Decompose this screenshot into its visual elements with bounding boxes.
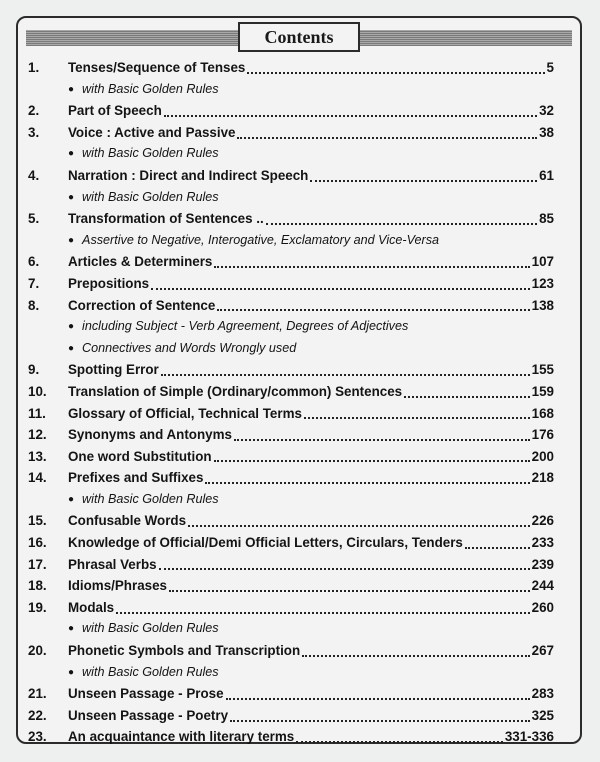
entry-number: 5. bbox=[28, 211, 40, 227]
entry-number: 17. bbox=[28, 556, 47, 572]
entry-title: Phonetic Symbols and Transcription bbox=[68, 643, 301, 659]
entry-number: 21. bbox=[28, 686, 47, 702]
dot-leader bbox=[214, 260, 529, 268]
entry-title: Prefixes and Suffixes bbox=[68, 470, 204, 486]
dot-leader bbox=[247, 66, 544, 74]
page-number: 239 bbox=[531, 556, 554, 572]
dot-leader bbox=[217, 303, 529, 311]
toc-entry bbox=[28, 726, 554, 748]
entry-number: 9. bbox=[28, 362, 40, 378]
subnote-text: with Basic Golden Rules bbox=[82, 146, 219, 161]
dot-leader bbox=[234, 433, 530, 441]
entry-title: Phrasal Verbs bbox=[68, 556, 157, 572]
entry-number: 3. bbox=[28, 124, 40, 140]
entry-number: 8. bbox=[28, 297, 40, 313]
toc-entry bbox=[28, 165, 554, 187]
bullet-icon: ● bbox=[68, 666, 75, 678]
entry-title: Synonyms and Antonyms bbox=[68, 427, 232, 443]
page-number: 138 bbox=[531, 297, 554, 313]
page-number: 226 bbox=[531, 513, 554, 529]
page-number: 32 bbox=[539, 103, 554, 119]
subnote-text: with Basic Golden Rules bbox=[82, 664, 219, 679]
bullet-icon: ● bbox=[68, 342, 75, 354]
page-number: 38 bbox=[539, 124, 554, 140]
toc-entry bbox=[28, 597, 554, 619]
page-number: 155 bbox=[531, 362, 554, 378]
toc-subnote bbox=[28, 338, 554, 360]
entry-number: 22. bbox=[28, 707, 47, 723]
entry-title: Knowledge of Official/Demi Official Letters, Circulars, Tenders bbox=[68, 535, 463, 551]
entry-title: Translation of Simple (Ordinary/common) Sentences bbox=[68, 383, 403, 399]
bullet-icon: ● bbox=[68, 623, 75, 635]
toc-entry bbox=[28, 122, 554, 144]
entry-number: 1. bbox=[28, 60, 40, 75]
bullet-icon: ● bbox=[68, 191, 75, 203]
entry-number: 6. bbox=[28, 254, 40, 270]
toc-subnote bbox=[28, 79, 554, 101]
bullet-icon: ● bbox=[68, 321, 75, 333]
toc-entry bbox=[28, 208, 554, 230]
subnote-text: with Basic Golden Rules bbox=[82, 81, 219, 96]
dot-leader bbox=[465, 541, 530, 549]
entry-title: An acquaintance with literary terms bbox=[68, 729, 295, 745]
dot-leader bbox=[304, 411, 530, 419]
dot-leader bbox=[116, 606, 530, 614]
toc-entry bbox=[28, 381, 554, 403]
dot-leader bbox=[310, 174, 537, 182]
page-number: 233 bbox=[531, 535, 554, 551]
entry-title: Correction of Sentence bbox=[68, 297, 216, 313]
dot-leader bbox=[296, 735, 503, 743]
entry-number: 7. bbox=[28, 275, 40, 291]
page-number: 85 bbox=[539, 211, 554, 227]
subnote-text: with Basic Golden Rules bbox=[82, 189, 219, 204]
page-number: 168 bbox=[531, 405, 554, 421]
bullet-icon: ● bbox=[68, 83, 75, 95]
toc-entry bbox=[28, 251, 554, 273]
page-number: 61 bbox=[539, 167, 554, 183]
subnote-text: Assertive to Negative, Interogative, Exclamatory and Vice-Versa bbox=[82, 232, 440, 247]
entry-number: 18. bbox=[28, 578, 47, 594]
entry-title: Voice : Active and Passive bbox=[68, 124, 236, 140]
entry-title: Tenses/Sequence of Tenses bbox=[68, 60, 246, 75]
entry-title: Articles & Determiners bbox=[68, 254, 213, 270]
entry-title: Narration : Direct and Indirect Speech bbox=[68, 167, 309, 183]
toc-entry bbox=[28, 467, 554, 489]
toc-entry bbox=[28, 446, 554, 468]
dot-leader bbox=[205, 476, 529, 484]
page-number: 244 bbox=[531, 578, 554, 594]
entry-title: Transformation of Sentences .. bbox=[68, 211, 264, 227]
toc-subnote bbox=[28, 489, 554, 511]
page-number: 5 bbox=[546, 60, 554, 75]
toc-subnote bbox=[28, 187, 554, 209]
table-of-contents bbox=[28, 57, 554, 748]
dot-leader bbox=[230, 714, 530, 722]
dot-leader bbox=[159, 562, 530, 570]
dot-leader bbox=[214, 454, 530, 462]
page-number: 325 bbox=[531, 707, 554, 723]
entry-number: 12. bbox=[28, 427, 47, 443]
toc-entry bbox=[28, 510, 554, 532]
toc-subnote bbox=[28, 662, 554, 684]
toc-entry bbox=[28, 359, 554, 381]
entry-title: Confusable Words bbox=[68, 513, 187, 529]
subnote-text: Connectives and Words Wrongly used bbox=[82, 340, 297, 355]
entry-number: 15. bbox=[28, 513, 47, 529]
entry-number: 23. bbox=[28, 729, 47, 745]
toc-entry bbox=[28, 403, 554, 425]
entry-number: 14. bbox=[28, 470, 47, 486]
page-number: 176 bbox=[531, 427, 554, 443]
entry-number: 4. bbox=[28, 167, 40, 183]
entry-number: 10. bbox=[28, 383, 47, 399]
entry-title: Idioms/Phrases bbox=[68, 578, 167, 594]
toc-entry bbox=[28, 705, 554, 727]
page-number: 267 bbox=[531, 643, 554, 659]
dot-leader bbox=[237, 131, 537, 139]
contents-heading-box bbox=[238, 22, 360, 52]
subnote-text: with Basic Golden Rules bbox=[82, 491, 219, 506]
entry-number: 2. bbox=[28, 103, 40, 119]
toc-entry bbox=[28, 554, 554, 576]
dot-leader bbox=[164, 109, 537, 117]
page-number: 107 bbox=[531, 254, 554, 270]
toc-subnote bbox=[28, 618, 554, 640]
toc-entry bbox=[28, 640, 554, 662]
entry-title: One word Substitution bbox=[68, 448, 212, 464]
bullet-icon: ● bbox=[68, 148, 75, 160]
toc-entry bbox=[28, 295, 554, 317]
toc-subnote bbox=[28, 143, 554, 165]
dot-leader bbox=[151, 282, 530, 290]
page-number: 200 bbox=[531, 448, 554, 464]
page-number: 159 bbox=[531, 383, 554, 399]
entry-title: Unseen Passage - Prose bbox=[68, 686, 224, 702]
dot-leader bbox=[169, 584, 530, 592]
dot-leader bbox=[302, 649, 530, 657]
toc-entry bbox=[28, 57, 554, 79]
toc-entry bbox=[28, 100, 554, 122]
bullet-icon: ● bbox=[68, 234, 75, 246]
toc-entry bbox=[28, 424, 554, 446]
page-number: 283 bbox=[531, 686, 554, 702]
toc-subnote bbox=[28, 316, 554, 338]
toc-entry bbox=[28, 532, 554, 554]
dot-leader bbox=[226, 692, 530, 700]
entry-title: Prepositions bbox=[68, 275, 150, 291]
entry-title: Unseen Passage - Poetry bbox=[68, 707, 229, 723]
toc-entry bbox=[28, 683, 554, 705]
dot-leader bbox=[161, 368, 530, 376]
page-number: 260 bbox=[531, 599, 554, 615]
bullet-icon: ● bbox=[68, 493, 75, 505]
entry-number: 20. bbox=[28, 643, 47, 659]
page-number: 218 bbox=[531, 470, 554, 486]
entry-title: Spotting Error bbox=[68, 362, 159, 378]
dot-leader bbox=[188, 519, 530, 527]
entry-number: 11. bbox=[28, 405, 46, 421]
contents-heading: Contents bbox=[264, 26, 334, 47]
toc-entry bbox=[28, 273, 554, 295]
subnote-text: with Basic Golden Rules bbox=[82, 621, 219, 636]
page-number: 123 bbox=[531, 275, 554, 291]
entry-number: 16. bbox=[28, 535, 47, 551]
dot-leader bbox=[404, 390, 530, 398]
entry-title: Modals bbox=[68, 599, 115, 615]
entry-number: 19. bbox=[28, 599, 47, 615]
page-number: 331-336 bbox=[504, 729, 554, 745]
dot-leader bbox=[266, 217, 537, 225]
toc-entry bbox=[28, 575, 554, 597]
entry-title: Glossary of Official, Technical Terms bbox=[68, 405, 302, 421]
entry-number: 13. bbox=[28, 448, 47, 464]
entry-title: Part of Speech bbox=[68, 103, 162, 119]
subnote-text: including Subject - Verb Agreement, Degrees of Adjectives bbox=[82, 319, 409, 334]
toc-subnote bbox=[28, 230, 554, 252]
